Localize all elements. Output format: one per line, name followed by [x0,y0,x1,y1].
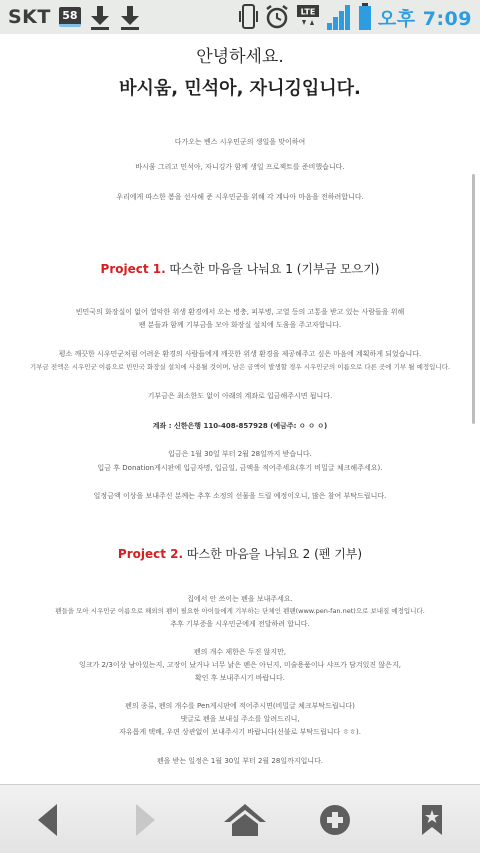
carrier-label: SKT [8,6,51,28]
download-icon [89,4,111,30]
home-button[interactable] [210,785,280,853]
project1-line: 입금 후 Donation게시판에 입금자명, 입금일, 금액을 적어주세요(후기 비밀글 체크해주세요). [97,464,383,472]
project2-line: 펜을 받는 일정은 1월 30일 부터 2월 28일까지입니다. [156,757,324,765]
project1-line: 기부금은 최소한도 없이 아래의 계좌로 입금해주시면 됩니다. [147,392,333,400]
intro-line: 다가오는 벤스 시우민군의 생일을 맞이하여 [174,138,306,146]
project2-line: 집에서 안 쓰이는 펜을 보내주세요. [187,595,293,603]
project2-line: 댓글로 펜을 보내실 주소를 알려드리니, [180,715,300,723]
back-button[interactable] [18,785,78,853]
lte-label: LTE [300,7,316,17]
project1-line: 빈민국의 화장실이 없어 열악한 위생 환경에서 오는 병충, 피부병, 고열 등의 고통을 받고 있는 사람들을 위해 [75,308,405,316]
project2-line: 잉크가 2/3이상 남아있는지, 고장이 났거나 너무 낡은 펜은 아닌지, 미술용품이나 샤프가 담겨있진 않은지, [79,661,401,669]
project1-line: 일정금액 이상을 보내주신 분께는 추후 소정의 선물을 드릴 예정이오니, 많은 참여 부탁드립니다. [93,492,387,500]
project2-title: 따스한 마음을 나눠요 2 (펜 기부) [186,547,363,561]
status-bar [0,0,480,34]
project1-line: 입금은 1월 30일 부터 2월 28일까지 받습니다. [168,450,312,458]
greeting-line-2: 바시움, 민석아, 자니깅입니다. [119,78,361,99]
project2-line: 펜의 개수 제한은 두진 않지만, [193,648,287,656]
clock: 오후 7:09 [377,7,472,30]
bookmark-button[interactable] [404,785,460,853]
web-content[interactable] [0,34,480,784]
project2-line: 자유롭게 택배, 우편 상관없이 보내주시기 바랍니다(선불로 부탁드립니다 ㅎㅎ). [119,728,361,736]
bank-account: 계좌 : 신한은행 110-408-857928 (예금주: ㅇ ㅇ ㅇ) [152,422,328,430]
intro-line: 바시움 그리고 민석아, 자니깅가 함께 생일 프로젝트를 준비했습니다. [135,163,345,171]
project1-line: 평소 깨끗한 시우민군처럼 어려운 환경의 사람들에게 깨끗한 위생 환경을 제공해주고 싶은 마음에 계획하게 되었습니다. [58,350,422,358]
project2-heading [0,545,480,562]
project1-title: 따스한 마음을 나눠요 1 (기부금 모으기) [169,262,380,276]
battery-icon [358,3,372,31]
add-button[interactable] [305,785,365,853]
project1-label: Project 1. [100,262,166,276]
scrollbar[interactable] [472,174,475,424]
project2-line: 펜의 종류, 펜의 개수를 Pen게시판에 적어주시면(비밀글 체크부탁드립니다) [125,702,355,710]
add-icon [319,804,351,836]
project2-line: 확인 후 보내주시기 바랍니다. [194,674,286,682]
browser-toolbar [0,784,480,853]
project2-line: 펜들을 모아 시우민군 이름으로 해외의 펜이 필요한 아이들에게 기부하는 단체인 펜팬(www.pen-fan.net)으로 보내질 예정입니다. [55,607,425,615]
vibrate-icon [238,3,258,31]
download-icon [119,4,141,30]
bookmark-icon [420,804,444,836]
intro-line: 우리에게 따스한 봄을 선사해 준 시우민군을 위해 각 계나아 마음을 전하려합니다. [116,193,364,201]
home-icon [222,802,268,838]
greeting-line-1: 안녕하세요. [196,47,284,67]
project1-line: 팬 분들과 함께 기부금을 모아 화장실 설치에 도움을 주고자합니다. [138,321,342,329]
notification-count-badge: 58 [59,7,81,27]
alarm-icon [264,4,290,30]
forward-icon [132,802,158,838]
back-icon [35,802,61,838]
project1-line: 기부금 전액은 시우민군 이름으로 빈민국 화장실 설치에 사용될 것이며, 남은 금액이 발생할 경우 시우민군의 이름으로 다른 곳에 기부 될 예정입니다. [29,363,451,371]
project2-line: 추후 기부증을 시우민군에게 전달하려 합니다. [170,620,310,628]
project2-label: Project 2. [117,547,184,561]
forward-button[interactable] [115,785,175,853]
project1-heading [0,260,480,277]
lte-icon [296,3,320,31]
signal-icon [326,3,352,31]
